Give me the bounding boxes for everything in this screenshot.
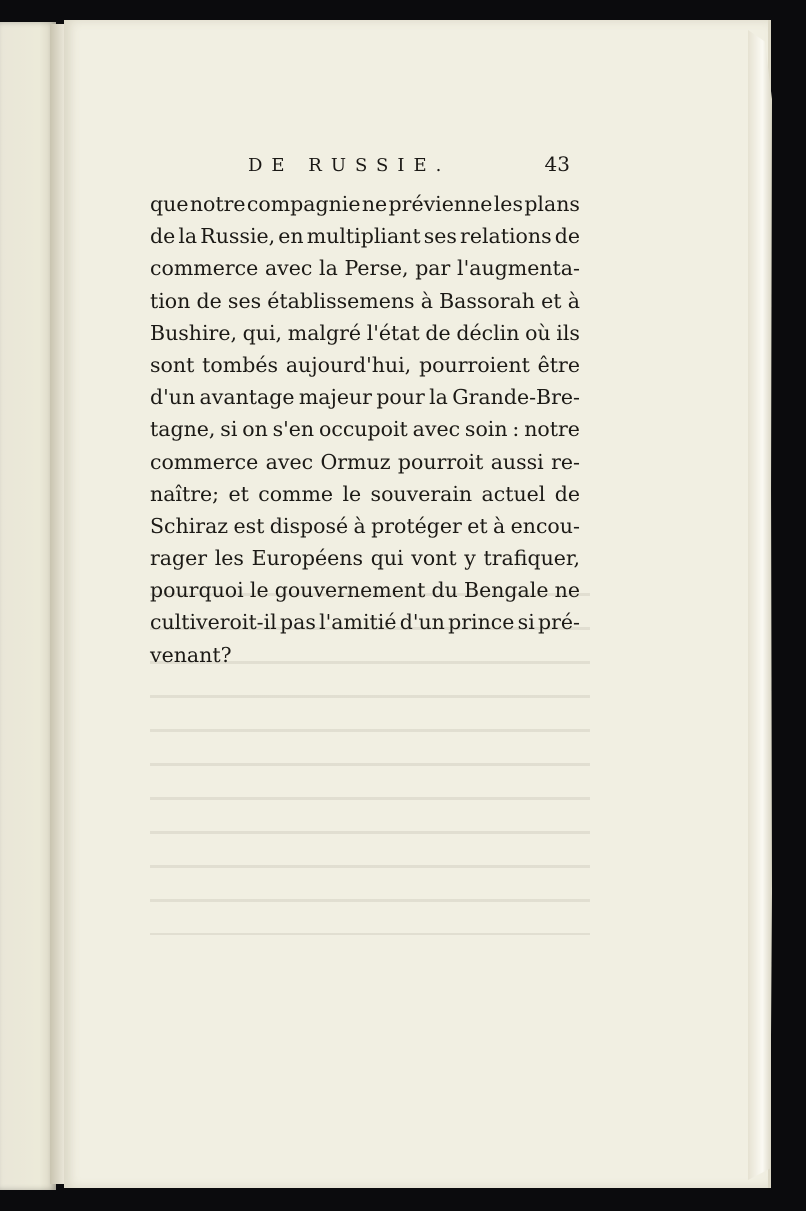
text-line: venant?	[150, 642, 232, 667]
text-line: Schiraz est disposé à protéger et à encou-	[150, 513, 580, 538]
text-line: commerce avec la Perse, par l'augmenta-	[150, 256, 580, 281]
text-line: tagne, si on s'en occupoit avec soin : notre	[150, 417, 580, 442]
text-line: d'un avantage majeur pour la Grande-Bre-	[150, 385, 580, 410]
text-line: naître; et comme le souverain actuel de	[150, 481, 580, 506]
running-head-title: DE RUSSIE.	[248, 155, 451, 176]
text-line: cultiveroit-il pas l'amitié d'un prince si pré-	[150, 610, 580, 635]
page-edge	[748, 30, 772, 1180]
text-line: commerce avec Ormuz pourroit aussi re-	[150, 449, 580, 474]
text-line: que notre compagnie ne prévienne les plans	[150, 192, 580, 216]
text-line: de la Russie, en multipliant ses relations de	[150, 224, 580, 249]
text-line: rager les Européens qui vont y trafiquer,	[150, 546, 580, 571]
text-line: pourquoi le gouvernement du Bengale ne	[150, 578, 580, 603]
body-text	[150, 188, 580, 671]
facing-page	[0, 22, 56, 1190]
running-head	[150, 152, 570, 176]
text-line: sont tombés aujourd'hui, pourroient être	[150, 352, 580, 377]
text-line: Bushire, qui, malgré l'état de déclin où ils	[150, 320, 580, 345]
text-line: tion de ses établissemens à Bassorah et à	[150, 288, 580, 313]
page-number: 43	[544, 152, 570, 176]
